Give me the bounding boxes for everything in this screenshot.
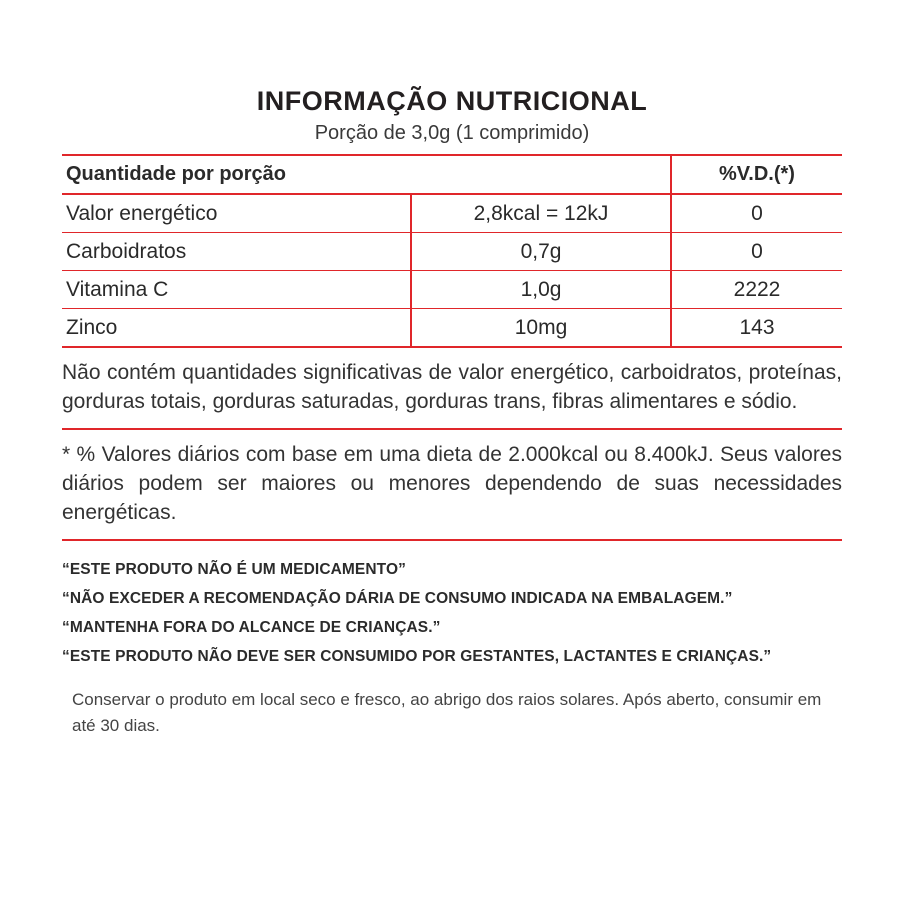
warning-line: “ESTE PRODUTO NÃO É UM MEDICAMENTO” xyxy=(62,561,406,578)
nutrient-name: Zinco xyxy=(62,309,411,348)
table-row xyxy=(62,309,842,348)
nutrient-vd: 0 xyxy=(671,233,842,271)
nutrition-label xyxy=(62,84,842,739)
nutrient-vd: 0 xyxy=(671,194,842,233)
nutrient-amount: 0,7g xyxy=(411,233,671,271)
header-quantity: Quantidade por porção xyxy=(62,155,671,194)
nutrient-vd: 2222 xyxy=(671,271,842,309)
warnings-block xyxy=(62,555,842,671)
nutrient-name: Carboidratos xyxy=(62,233,411,271)
storage-note: Conservar o produto em local seco e fresco, ao abrigo dos raios solares. Após aberto, consumir em até 30 dias. xyxy=(72,690,822,735)
table-header-row xyxy=(62,155,842,194)
table-row xyxy=(62,271,842,309)
daily-values-note: * % Valores diários com base em uma dieta de 2.000kcal ou 8.400kJ. Seus valores diários podem ser maiores ou menores dependendo de suas necessidades energéticas. xyxy=(62,443,842,524)
nutrient-name: Vitamina C xyxy=(62,271,411,309)
nutrient-amount: 10mg xyxy=(411,309,671,348)
warning-line: “NÃO EXCEDER A RECOMENDAÇÃO DÁRIA DE CONSUMO INDICADA NA EMBALAGEM.” xyxy=(62,590,733,607)
nutrition-table xyxy=(62,154,842,348)
nutrient-name: Valor energético xyxy=(62,194,411,233)
table-row xyxy=(62,194,842,233)
nutrient-vd: 143 xyxy=(671,309,842,348)
label-title: INFORMAÇÃO NUTRICIONAL xyxy=(256,86,648,116)
divider xyxy=(62,539,842,541)
table-row xyxy=(62,233,842,271)
nutrient-amount: 1,0g xyxy=(411,271,671,309)
not-significant-note: Não contém quantidades significativas de valor energético, carboidratos, proteínas, gorduras totais, gorduras saturadas, gorduras trans, fibras alimentares e sódio. xyxy=(62,361,842,413)
header-vd: %V.D.(*) xyxy=(671,155,842,194)
serving-size: Porção de 3,0g (1 comprimido) xyxy=(314,122,590,144)
warning-line: “ESTE PRODUTO NÃO DEVE SER CONSUMIDO POR GESTANTES, LACTANTES E CRIANÇAS.” xyxy=(62,648,772,665)
nutrient-amount: 2,8kcal = 12kJ xyxy=(411,194,671,233)
warning-line: “MANTENHA FORA DO ALCANCE DE CRIANÇAS.” xyxy=(62,619,441,636)
